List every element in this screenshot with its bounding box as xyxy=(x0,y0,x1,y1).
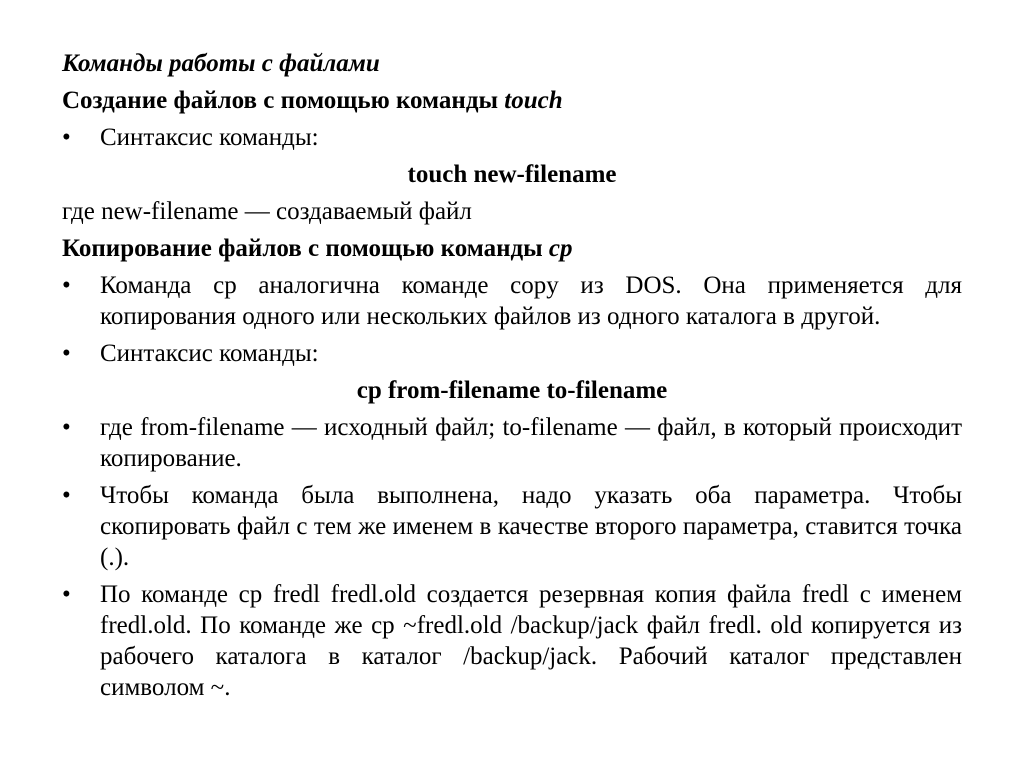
bullet-text: Синтаксис команды: xyxy=(100,340,319,367)
cp-bullet-example xyxy=(62,579,962,703)
bullet-marker: • xyxy=(62,414,71,441)
touch-note: где new-filename — создаваемый файл xyxy=(62,198,472,225)
bullet-text: Синтаксис команды: xyxy=(100,124,319,151)
bullet-text: где from-filename — исходный файл; to-filename — файл, в который происходит копирование. xyxy=(100,414,962,472)
cp-bullet-syntax xyxy=(62,338,962,369)
bullet-marker: • xyxy=(62,272,71,299)
bullet-text: По команде cp fredl fredl.old создается резервная копия файла fredl с именем fredl.old. По команде же cp ~fredl.old /backup/jack файл fredl. old копируется из рабочего каталога в каталог /backup/jack. Рабочий каталог представлен символом ~. xyxy=(100,581,962,701)
section-title: Команды работы с файлами xyxy=(62,50,380,77)
bullet-text: Чтобы команда была выполнена, надо указать оба параметра. Чтобы скопировать файл с тем же именем в качестве второго параметра, ставится точка (.). xyxy=(100,482,962,571)
document-page xyxy=(62,48,962,709)
cp-heading-command: cp xyxy=(548,235,573,262)
touch-heading-command: touch xyxy=(504,87,563,114)
cp-heading xyxy=(62,233,962,264)
bullet-marker: • xyxy=(62,581,71,608)
touch-heading-text: Создание файлов с помощью команды xyxy=(62,87,505,114)
bullet-marker: • xyxy=(62,340,71,367)
cp-bullet-description xyxy=(62,270,962,332)
bullet-marker: • xyxy=(62,482,71,509)
bullet-text: Команда cp аналогична команде copy из DOS. Она применяется для копирования одного или нескольких файлов из одного каталога в другой. xyxy=(100,272,962,330)
cp-heading-text: Копирование файлов с помощью команды xyxy=(62,235,549,262)
cp-syntax: cp from-filename to-filename xyxy=(356,377,668,404)
cp-bullet-params xyxy=(62,412,962,474)
bullet-marker: • xyxy=(62,124,71,151)
cp-bullet-both-params xyxy=(62,480,962,573)
touch-heading xyxy=(62,85,962,116)
touch-syntax-bullet xyxy=(62,122,962,153)
touch-syntax: touch new-filename xyxy=(407,161,617,188)
